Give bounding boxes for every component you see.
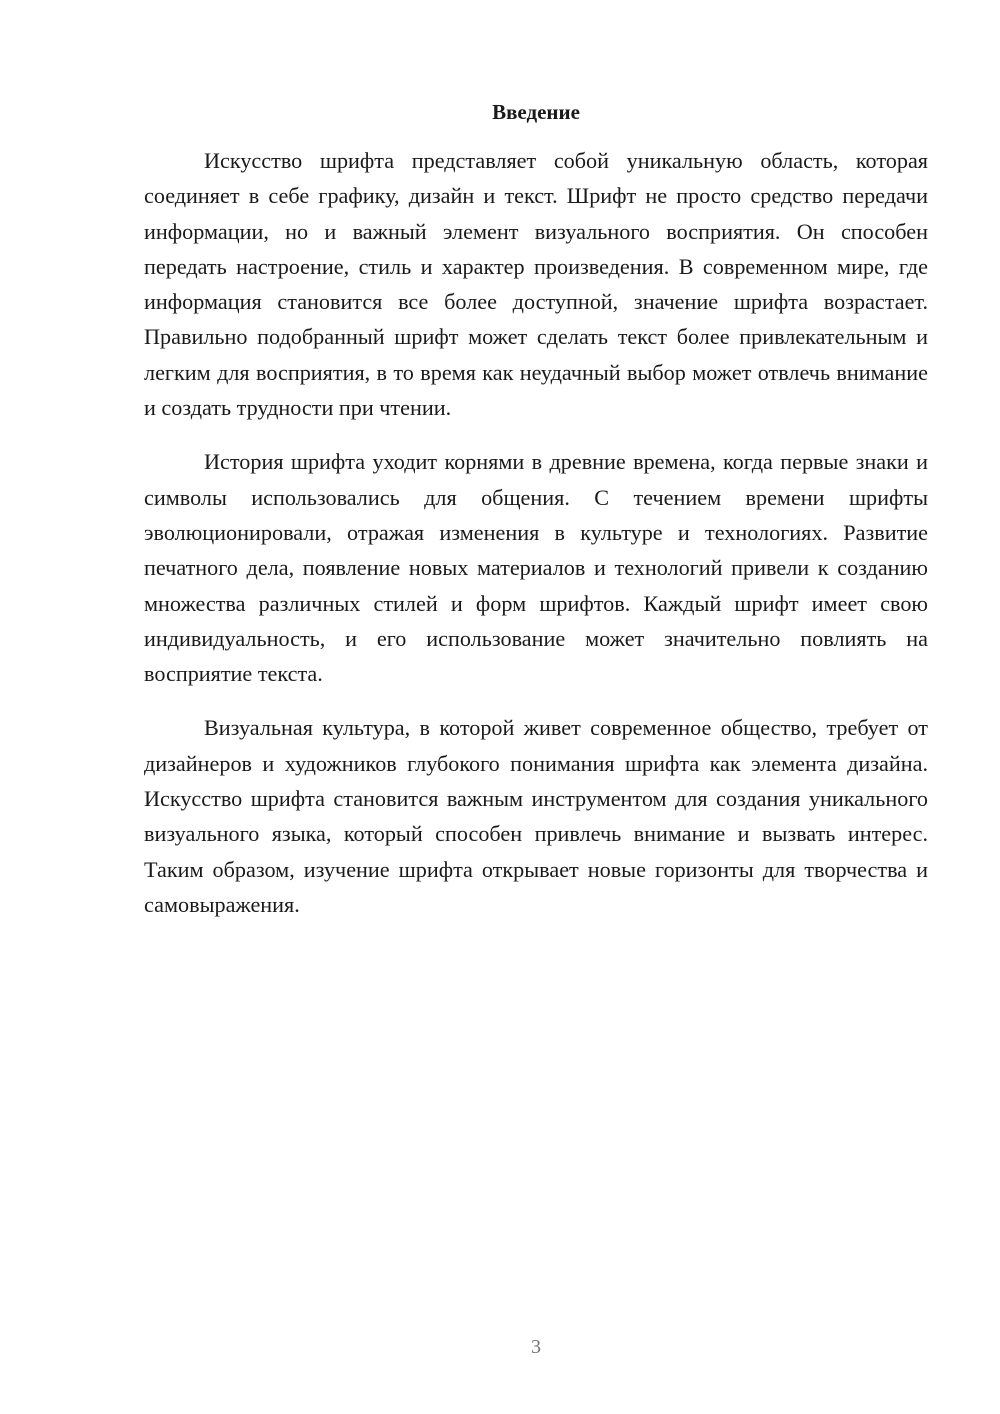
section-heading: Введение (492, 100, 580, 124)
paragraph-2: История шрифта уходит корнями в древние времена, когда первые знаки и символы использовались для общения. С течением времени шрифты эволюционировали, отражая изменения в культуре и технологиях. Развитие печатного дела, появление новых материалов и технологий привели к созданию множества различных стилей и форм шрифтов. Каждый шрифт имеет свою индивидуальность, и его использование может значительно повлиять на восприятие текста. (144, 449, 928, 687)
paragraph-1: Искусство шрифта представляет собой уникальную область, которая соединяет в себе графику, дизайн и текст. Шрифт не просто средство передачи информации, но и важный элемент визуального восприятия. Он способен передать настроение, стиль и характер произведения. В современном мире, где информация становится все более доступной, значение шрифта возрастает. Правильно подобранный шрифт может сделать текст более привлекательным и легким для восприятия, в то время как неудачный выбор может отвлечь внимание и создать трудности при чтении. (144, 148, 928, 421)
body-text (144, 143, 928, 922)
page-number: 3 (531, 1336, 541, 1358)
paragraph-3: Визуальная культура, в которой живет современное общество, требует от дизайнеров и художников глубокого понимания шрифта как элемента дизайна. Искусство шрифта становится важным инструментом для создания уникального визуального языка, который способен привлечь внимание и вызвать интерес. Таким образом, изучение шрифта открывает новые горизонты для творчества и самовыражения. (144, 715, 928, 917)
